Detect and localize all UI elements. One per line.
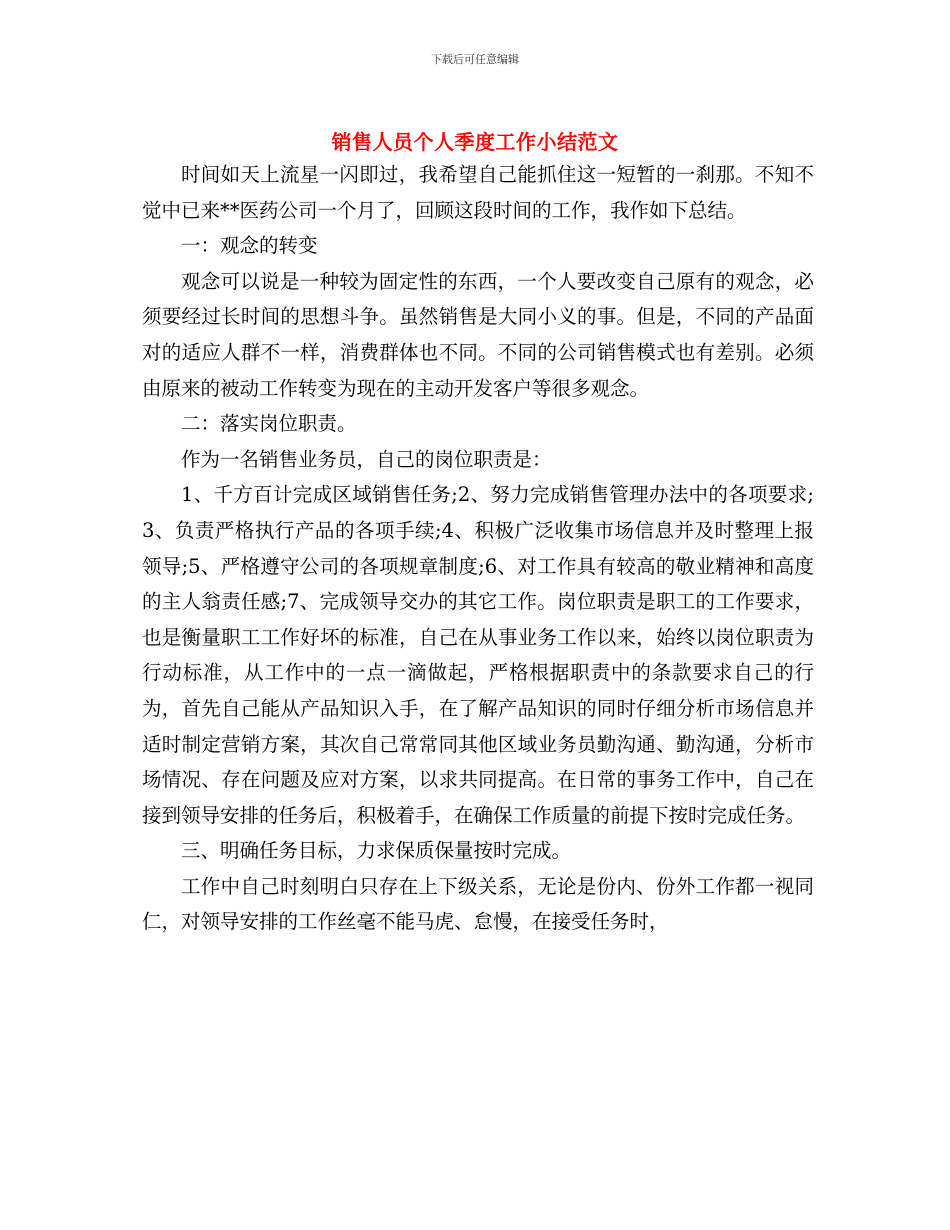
document-body	[142, 157, 814, 940]
page-header: 下载后可任意编辑	[431, 53, 519, 66]
section-heading-3: 三、明确任务目标，力求保质保量按时完成。	[181, 839, 572, 863]
paragraph-concept-change: 观念可以说是一种较为固定性的东西，一个人要改变自己原有的观念，必须要经过长时间的思想斗争。虽然销售是大同小义的事。但是，不同的产品面对的适应人群不一样，消费群体也不同。不同的公司销售模式也有差别。必须由原来的被动工作转变为现在的主动开发客户等很多观念。	[142, 269, 814, 400]
document-title: 销售人员个人季度工作小结范文	[331, 130, 619, 155]
paragraph-duties-intro: 作为一名销售业务员，自己的岗位职责是：	[181, 447, 552, 471]
section-heading-1: 一：观念的转变	[181, 234, 318, 258]
paragraph-task-goals: 工作中自己时刻明白只存在上下级关系，无论是份内、份外工作都一视同仁，对领导安排的工作丝毫不能马虎、怠慢，在接受任务时，	[142, 874, 814, 934]
paragraph-intro: 时间如天上流星一闪即过，我希望自己能抓住这一短暂的一刹那。不知不觉中已来**医药公司一个月了，回顾这段时间的工作，我作如下总结。	[142, 163, 814, 222]
paragraph-duties-list: 1、千方百计完成区域销售任务;2、努力完成销售管理办法中的各项要求;3、负责严格执行产品的各项手续;4、积极广泛收集市场信息并及时整理上报领导;5、严格遵守公司的各项规章制度;6、对工作具有较高的敬业精神和高度的主人翁责任感;7、完成领导交办的其它工作。岗位职责是职工的工作要求，也是衡量职工工作好坏的标准，自己在从事业务工作以来，始终以岗位职责为行动标准，从工作中的一点一滴做起，严格根据职责中的条款要求自己的行为，首先自己能从产品知识入手，在了解产品知识的同时仔细分析市场信息并适时制定营销方案，其次自己常常同其他区域业务员勤沟通、勤沟通，分析市场情况、存在问题及应对方案，以求共同提高。在日常的事务工作中，自己在接到领导安排的任务后，积极着手，在确保工作质量的前提下按时完成任务。	[142, 483, 814, 827]
section-heading-2: 二：落实岗位职责。	[181, 412, 357, 436]
